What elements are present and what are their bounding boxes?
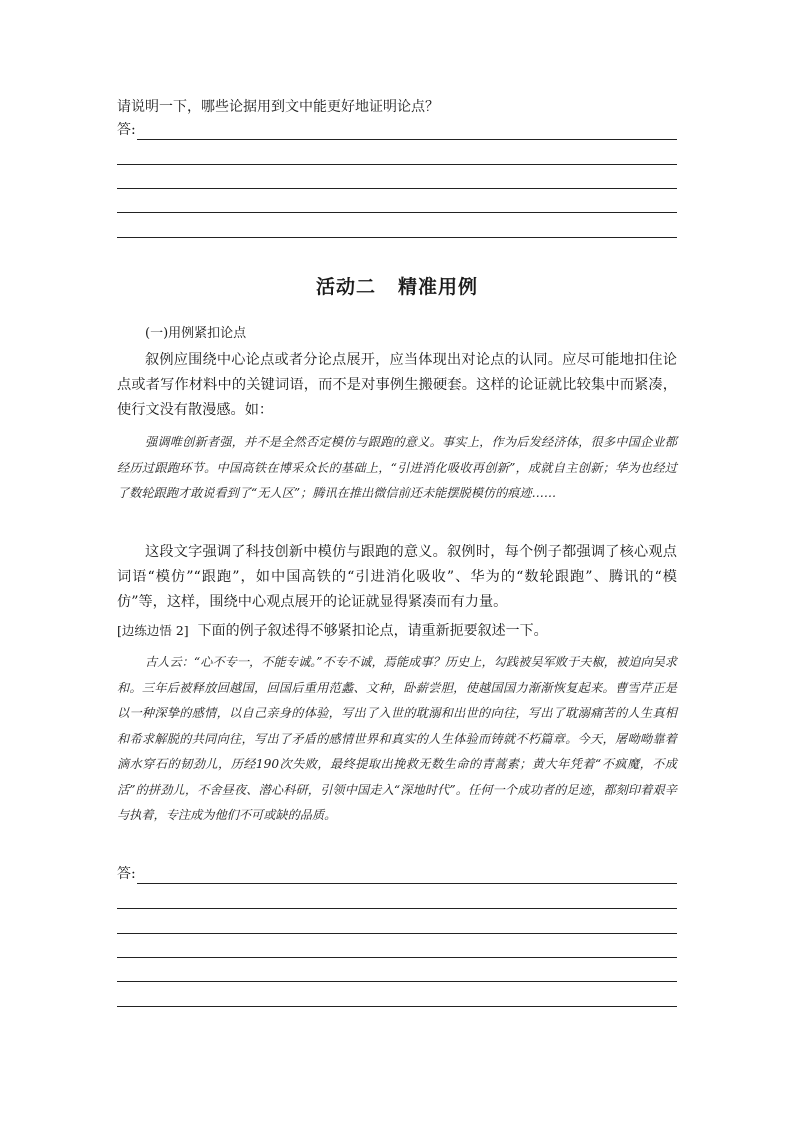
intro-paragraph: 叙例应围绕中心论点或者分论点展开，应当体现出对论点的认同。应尽可能地扣住论点或者写作材料中的关键词语，而不是对事例生搬硬套。这样的论证就比较集中而紧凑，使行文没有散漫感。如： bbox=[117, 352, 677, 418]
answer-rule[interactable] bbox=[117, 1006, 677, 1007]
answer-line bbox=[137, 883, 677, 884]
answer-field-1[interactable] bbox=[117, 120, 677, 140]
subsection-title: (一)用例紧扣论点 bbox=[145, 326, 247, 341]
answer-label: 答: bbox=[117, 866, 136, 882]
practice-instruction: 下面的例子叙述得不够紧扣论点，请重新扼要叙述一下。 bbox=[197, 623, 548, 639]
answer-rule[interactable] bbox=[117, 237, 677, 238]
answer-line bbox=[137, 139, 677, 140]
section-heading bbox=[0, 272, 794, 299]
practice-tag: [边练边悟 2] bbox=[117, 623, 189, 638]
heading-part2: 精准用例 bbox=[398, 276, 479, 298]
practice-prompt bbox=[117, 621, 548, 641]
analysis-paragraph: 这段文字强调了科技创新中模仿与跟跑的意义。叙例时，每个例子都强调了核心观点词语“模仿”“跟跑”，如中国高铁的“引进消化吸收”、华为的“数轮跟跑”、腾讯的“模仿”等，这样，围绕中心观点展开的论证就显得紧凑而有力量。 bbox=[117, 544, 677, 610]
heading-part1: 活动二 bbox=[315, 276, 376, 298]
answer-rule[interactable] bbox=[117, 212, 677, 213]
answer-rule[interactable] bbox=[117, 957, 677, 958]
answer-rule[interactable] bbox=[117, 188, 677, 189]
answer-rule[interactable] bbox=[117, 933, 677, 934]
example-quote: 强调唯创新者强，并不是全然否定模仿与跟跑的意义。事实上，作为后发经济体，很多中国企业都经历过跟跑环节。中国高铁在博采众长的基础上，“引进消化吸收再创新”，成就自主创新；华为也经过了数轮跟跑才敢说看到了“无人区”；腾讯在推出微信前还未能摆脱模仿的痕迹…… bbox=[117, 435, 677, 500]
practice-passage: 古人云：“心不专一，不能专诚。”不专不诚，焉能成事？历史上，勾践被吴军败于夫椒，被迫向吴求和。三年后被释放回越国，回国后重用范蠡、文种，卧薪尝胆，使越国国力渐渐恢复起来。曹雪芹正是以一种深挚的感情，以自己亲身的体验，写出了入世的耽溺和出世的向往，写出了耽溺痛苦的人生真相和希求解脱的共同向往，写出了矛盾的感情世界和真实的人生体验而铸就不朽篇章。今天，屠呦呦靠着滴水穿石的韧劲儿，历经190次失败，最终提取出挽救无数生命的青蒿素；黄大年凭着“不疯魔，不成活”的拼劲儿，不舍昼夜、潜心科研，引领中国走入“深地时代”。任何一个成功者的足迹，都刻印着艰辛与执着，专注成为他们不可或缺的品质。 bbox=[117, 655, 677, 822]
answer-rule[interactable] bbox=[117, 981, 677, 982]
answer-rule[interactable] bbox=[117, 164, 677, 165]
question-text: 请说明一下，哪些论据用到文中能更好地证明论点？ bbox=[117, 99, 439, 115]
answer-label: 答: bbox=[117, 122, 136, 138]
answer-rule[interactable] bbox=[117, 908, 677, 909]
answer-field-2[interactable] bbox=[117, 864, 677, 884]
